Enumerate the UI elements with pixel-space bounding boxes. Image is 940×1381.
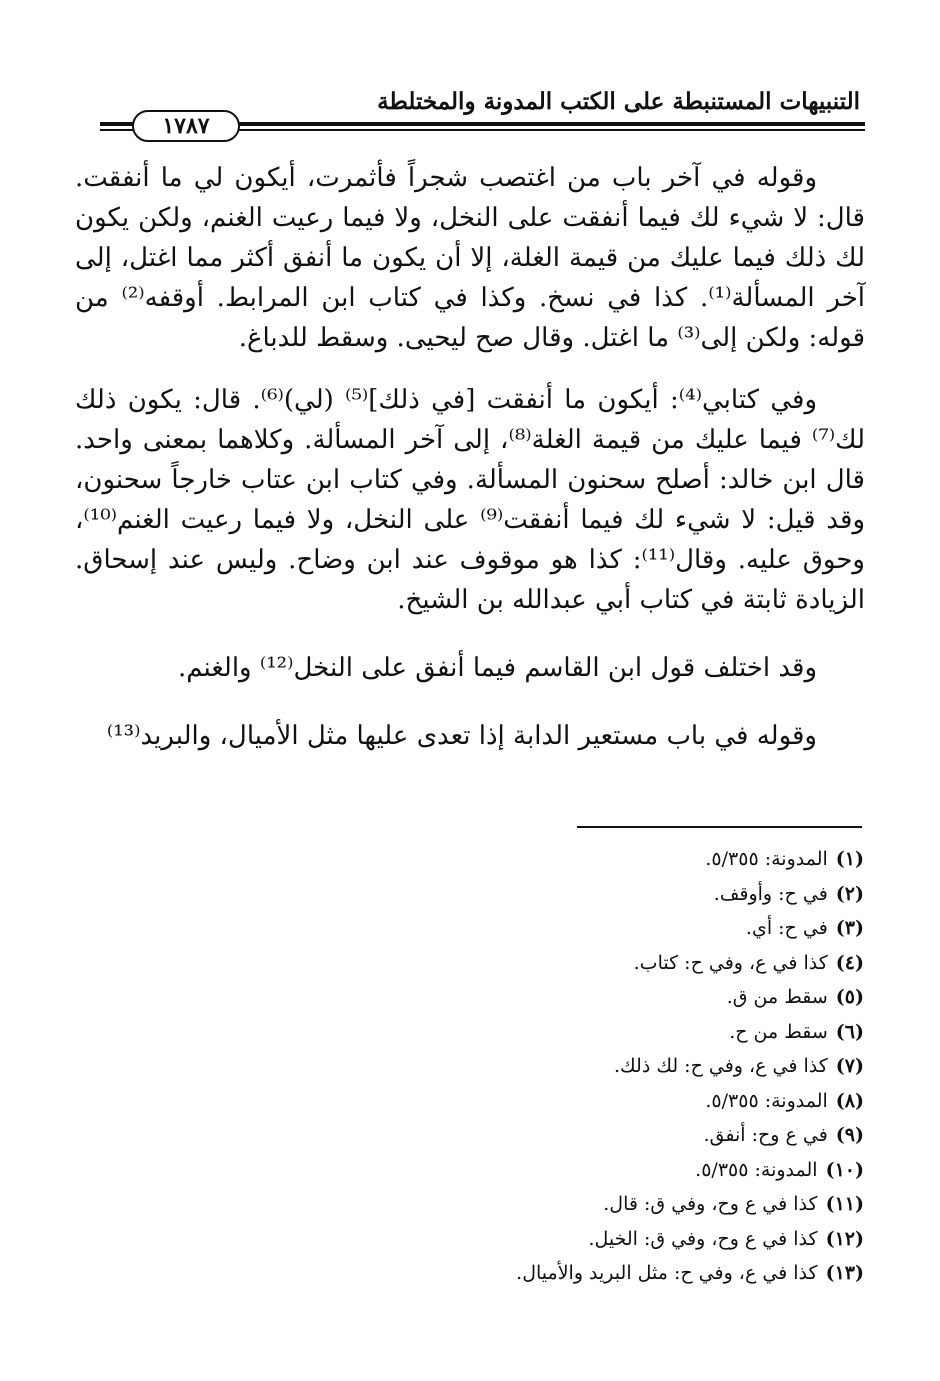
footnote-number: (١١)	[825, 1193, 864, 1215]
page-number: ١٧٨٧	[132, 110, 240, 142]
footnote-number: (٩)	[835, 1124, 864, 1146]
footnote-item	[304, 1153, 864, 1188]
footnote-number: (٥)	[835, 986, 864, 1008]
footnote-number: (١٣)	[825, 1262, 864, 1284]
footnote-number: (٢)	[835, 882, 864, 905]
main-text	[75, 158, 865, 756]
paragraph: وقد اختلف قول ابن القاسم فيما أنفق على النخل⁽¹²⁾ والغنم.	[177, 653, 817, 683]
footnote-text: في ح: وأوقف.	[713, 882, 828, 905]
footnote-text: كذا في ع وح، وفي ق: قال.	[603, 1193, 818, 1215]
footnote-item	[304, 877, 864, 912]
footnote-item	[304, 1084, 864, 1119]
footnote-number: (١)	[835, 848, 864, 870]
paragraph: وفي كتابي⁽⁴⁾: أيكون ما أنفقت [في ذلك]⁽⁵⁾ (لي)⁽⁶⁾. قال: يكون ذلك لك⁽⁷⁾ فيما عليك من قيمة الغلة⁽⁸⁾، إلى آخر المسألة. وكلاهما بمعنى واحد. قال ابن خالد: أصلح سحنون المسألة. وفي كتاب ابن عتاب خارجاً سحنون، وقد قيل: لا شيء لك فيما أنفقت⁽⁹⁾ على النخل، ولا فيما رعيت الغنم⁽¹⁰⁾، وحوق عليه. وقال⁽¹¹⁾: كذا هو موقوف عند ابن وضاح. وليس عند إسحاق. الزيادة ثابتة في كتاب أبي عبدالله بن الشيخ.	[75, 385, 865, 615]
footnote-text: كذا في ع وح، وفي ق: الخيل.	[588, 1227, 818, 1250]
footnote-item	[304, 1118, 864, 1153]
footnote-number: (١٢)	[825, 1227, 864, 1250]
footnote-number: (٧)	[835, 1055, 864, 1077]
running-title: التنبيهات المستنبطة على الكتب المدونة والمختلطة	[377, 88, 860, 115]
footnote-item	[304, 1256, 864, 1291]
footnote-number: (٨)	[835, 1089, 864, 1112]
footnotes	[304, 842, 864, 1291]
footnote-text: كذا في ع، وفي ح: مثل البريد والأميال.	[516, 1262, 818, 1284]
footnote-text: المدونة: ٥/٣٥٥.	[705, 1089, 828, 1112]
paragraph: وقوله في آخر باب من اغتصب شجراً فأثمرت، أيكون لي ما أنفقت. قال: لا شيء لك فيما أنفقت على النخل، ولا فيما رعيت الغنم، ولكن يكون لك ذلك فيما عليك من قيمة الغلة، إلا أن يكون ما أنفق أكثر مما اغتل، إلى آخر المسألة⁽¹⁾. كذا في نسخ. وكذا في كتاب ابن المرابط. أوقفه⁽²⁾ من قوله: ولكن إلى⁽³⁾ ما اغتل. وقال صح ليحيى. وسقط للدباغ.	[75, 163, 865, 353]
footnote-item	[304, 911, 864, 946]
footnote-item	[304, 1015, 864, 1050]
footnote-item	[304, 946, 864, 981]
footnote-number: (١٠)	[825, 1158, 864, 1181]
footnote-item	[304, 1222, 864, 1257]
footnote-text: كذا في ع، وفي ح: كتاب.	[633, 951, 828, 974]
footnote-item	[304, 980, 864, 1015]
footnote-text: المدونة: ٥/٣٥٥.	[705, 848, 828, 870]
footnote-item	[304, 1049, 864, 1084]
footnote-text: المدونة: ٥/٣٥٥.	[695, 1158, 818, 1181]
footnote-item	[304, 842, 864, 877]
footnote-number: (٦)	[835, 1020, 864, 1043]
footnote-separator	[577, 826, 862, 828]
footnote-number: (٤)	[835, 951, 864, 974]
footnote-number: (٣)	[835, 917, 864, 939]
footnote-item	[304, 1187, 864, 1222]
footnote-text: في ح: أي.	[745, 917, 828, 939]
footnote-text: سقط من ح.	[729, 1020, 828, 1043]
footnote-text: سقط من ق.	[726, 986, 828, 1008]
footnote-text: في ع وح: أنفق.	[703, 1124, 828, 1146]
footnote-text: كذا في ع، وفي ح: لك ذلك.	[613, 1055, 828, 1077]
header-rule	[100, 108, 865, 138]
paragraph: وقوله في باب مستعير الدابة إذا تعدى عليها مثل الأميال، والبريد⁽¹³⁾	[106, 721, 817, 751]
